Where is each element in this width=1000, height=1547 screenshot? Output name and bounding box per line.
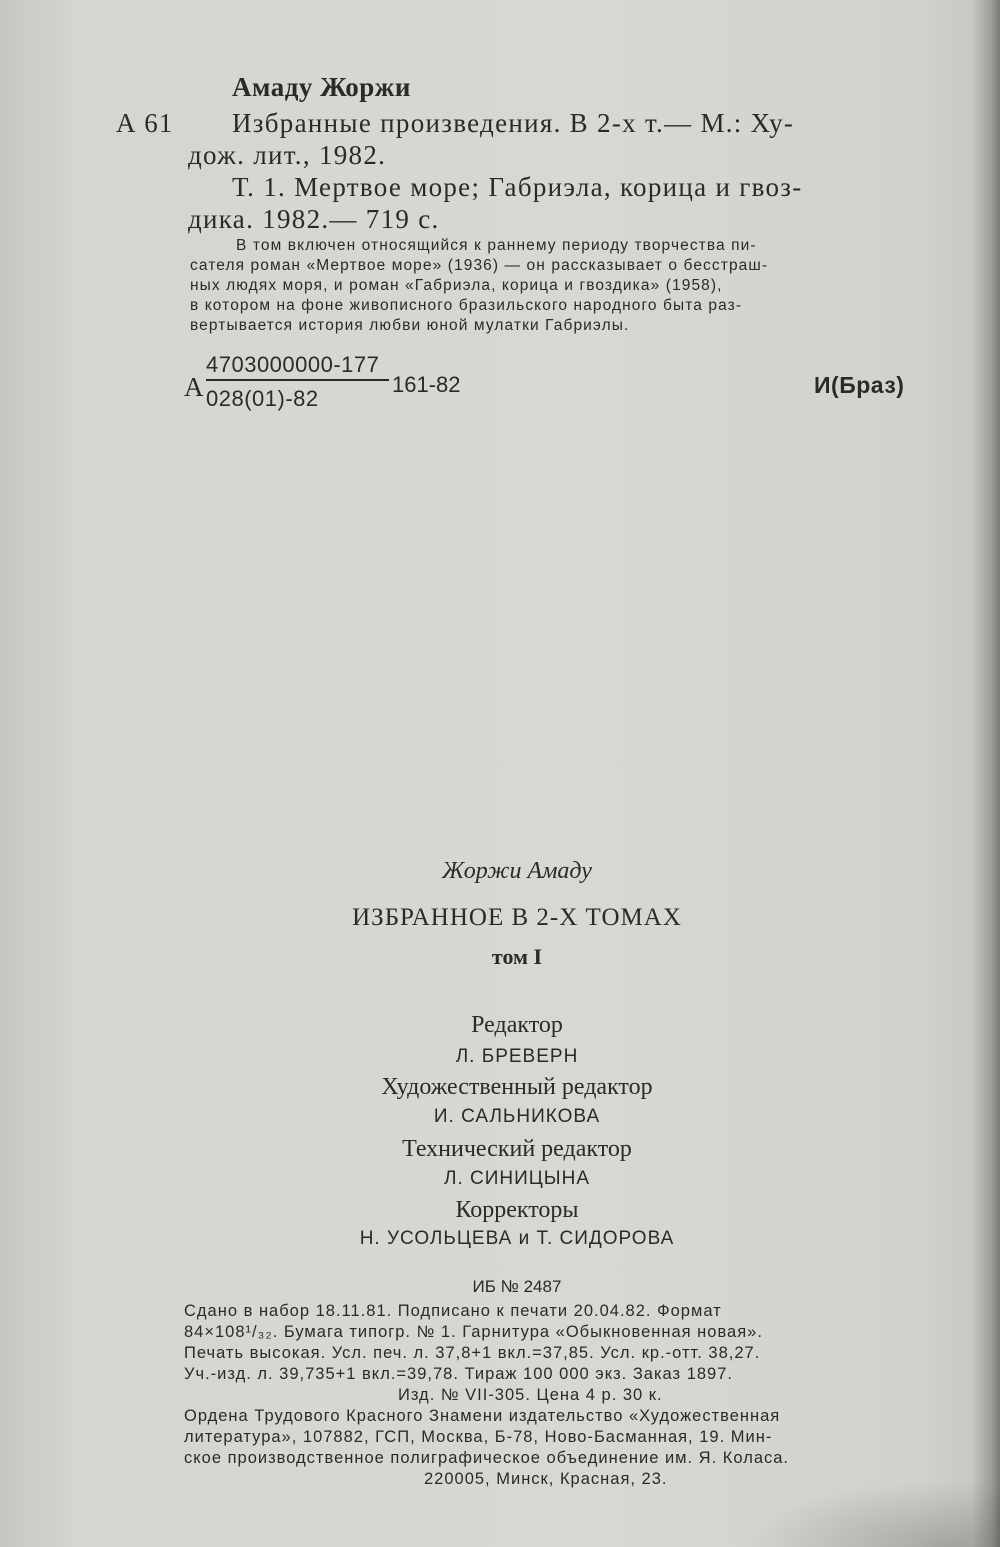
fraction-bar	[206, 379, 389, 381]
page-shadow	[740, 1480, 1000, 1547]
tech-line: 220005, Минск, Красная, 23.	[424, 1470, 668, 1488]
annotation-line: вертывается история любви юной мулатки Габриэлы.	[190, 317, 630, 334]
credit-name: И. САЛЬНИКОВА	[433, 1106, 601, 1127]
catalog-line: Избранные произведения. В 2-х т.— М.: Ху-	[232, 108, 795, 138]
catalog-line: дож. лит., 1982.	[188, 140, 387, 170]
annotation-line: В том включен относящийся к раннему периоду творчества пи-	[236, 237, 757, 254]
catalog-code-prefix: А	[184, 372, 204, 402]
catalog-code-denominator: 028(01)-82	[206, 386, 319, 411]
catalog-bbk-code: И(Браз)	[814, 372, 905, 398]
tech-line: Сдано в набор 18.11.81. Подписано к печати 20.04.82. Формат	[184, 1302, 722, 1320]
credit-name: Н. УСОЛЬЦЕВА и Т. СИДОРОВА	[359, 1228, 675, 1249]
tech-line: Ордена Трудового Красного Знамени издательство «Художественная	[184, 1407, 781, 1425]
credit-name: Л. БРЕВЕРН	[455, 1046, 579, 1067]
annotation-line: в котором на фоне живописного бразильского народного быта раз-	[190, 297, 743, 314]
imprint-author: Жоржи Амаду	[442, 858, 592, 884]
imprint-volume: том I	[491, 944, 543, 969]
ib-number: ИБ № 2487	[472, 1277, 562, 1296]
tech-line: ское производственное полиграфическое объединение им. Я. Коласа.	[184, 1449, 790, 1467]
tech-line: 84×108¹/₃₂. Бумага типогр. № 1. Гарнитура «Обыкновенная новая».	[184, 1323, 763, 1341]
credit-role: Редактор	[471, 1012, 563, 1038]
credit-role: Корректоры	[455, 1197, 579, 1223]
catalog-line: Т. 1. Мертвое море; Габриэла, корица и гвоз-	[232, 172, 803, 202]
credit-role: Художественный редактор	[381, 1074, 653, 1100]
annotation-line: сателя роман «Мертвое море» (1936) — он рассказывает о бесстраш-	[190, 257, 769, 274]
catalog-code-suffix: 161-82	[392, 372, 461, 397]
tech-line: Уч.-изд. л. 39,735+1 вкл.=39,78. Тираж 100 000 экз. Заказ 1897.	[184, 1365, 733, 1383]
tech-line: Изд. № VII-305. Цена 4 р. 30 к.	[398, 1386, 663, 1404]
tech-line: Печать высокая. Усл. печ. л. 37,8+1 вкл.=37,85. Усл. кр.-отт. 38,27.	[184, 1344, 761, 1362]
catalog-line: дика. 1982.— 719 с.	[188, 204, 440, 234]
imprint-title: ИЗБРАННОЕ В 2-Х ТОМАХ	[352, 904, 682, 931]
page-edge-shadow	[972, 0, 1000, 1547]
credit-role: Технический редактор	[402, 1136, 632, 1162]
catalog-code-numerator: 4703000000-177	[206, 352, 380, 377]
catalog-index-code: А 61	[116, 108, 174, 138]
credit-name: Л. СИНИЦЫНА	[443, 1168, 591, 1189]
tech-line: литература», 107882, ГСП, Москва, Б-78, Ново-Басманная, 19. Мин-	[184, 1428, 773, 1446]
annotation-line: ных людях моря, и роман «Габриэла, корица и гвоздика» (1958),	[190, 277, 723, 294]
catalog-author-heading: Амаду Жоржи	[232, 72, 411, 102]
